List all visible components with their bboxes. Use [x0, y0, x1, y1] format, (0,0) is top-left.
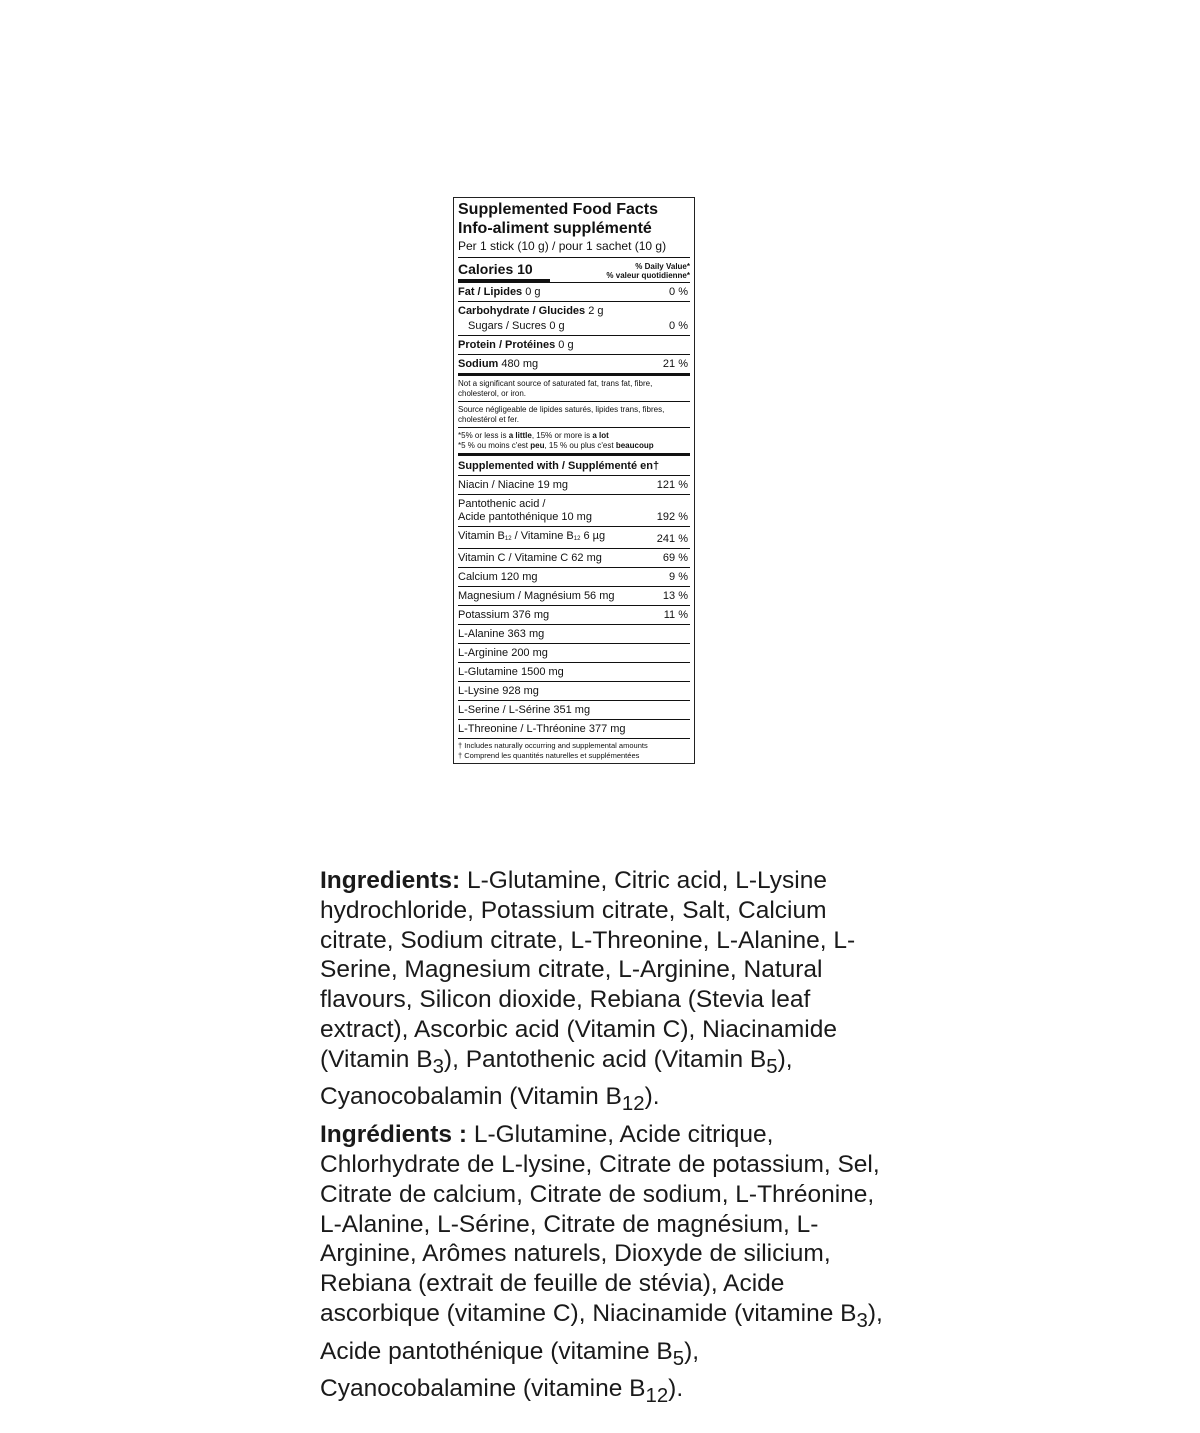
sodium-dv: 21 % [662, 358, 688, 370]
supplement-row: L-Serine / L-Sérine 351 mg [458, 700, 690, 719]
fat-name: Fat / Lipides [458, 286, 523, 298]
supplement-row: L-Glutamine 1500 mg [458, 662, 690, 681]
supplemented-with-heading: Supplemented with / Supplémenté en† [458, 453, 690, 475]
daily-value-header [606, 260, 690, 280]
ingredients-en: Ingredients: L-Glutamine, Citric acid, L-Lysine hydrochloride, Potassium citrate, Salt, Calcium citrate, Sodium citrate, L-Threonine, L-Alanine, L-Serine, Magnesium citrate, L-Arginine, Natural flavours, Silicon dioxide, Rebiana (Stevia leaf extract), Ascorbic acid (Vitamin C), Niacinamide (Vitamin $B_3$), Pantothenic acid (Vitamin $B_5$), Cyanocobalamin (Vitamin $B_{12}$). [320, 867, 856, 1116]
sugars-dv: 0 % [669, 320, 688, 332]
sodium-row [458, 354, 690, 376]
note-fr: Source négligeable de lipides saturés, lipides trans, fibres, cholestérol et fer. [458, 401, 690, 427]
dagger-footnote-fr: † Comprend les quantités naturelles et supplémentées [458, 751, 640, 760]
calories-row [458, 258, 690, 282]
ingredients-fr: Ingrédients : L-Glutamine, Acide citrique, Chlorhydrate de L-lysine, Citrate de potassium, Sel, Citrate de calcium, Citrate de sodium, L-Thréonine, L-Alanine, L-Sérine, Citrate de magnésium, L-Arginine, Arômes naturels, Dioxyde de silicium, Rebiana (extrait de feuille de stévia), Acide ascorbique (vitamine C), Niacinamide (vitamine $B_3$), Acide pantothénique (vitamine $B_5$), Cyanocobalamine (vitamine $B_{12}$). [320, 1121, 883, 1408]
ingredients-fr-heading: Ingrédients : [320, 1121, 468, 1149]
supplement-row: Niacin / Niacine 19 mg 121 % [458, 475, 690, 494]
supplement-row: Vitamin $B_{12}$ / Vitamine $B_{12}$ 6 µg 241 % [458, 526, 690, 548]
ingredients-block [320, 866, 900, 1412]
supplement-row: Pantothenic acid / Acide pantothénique 10 mg 192 % [458, 494, 690, 526]
protein-row [458, 335, 690, 354]
sugars-name: Sugars / Sucres 0 g [468, 320, 565, 332]
label-title-fr: Info-aliment supplémenté [458, 220, 652, 237]
supplement-row: L-Threonine / L-Thréonine 377 mg [458, 719, 690, 738]
supplement-row: Potassium 376 mg 11 % [458, 605, 690, 624]
carb-name: Carbohydrate / Glucides [458, 305, 586, 317]
dv-footnote-fr: *5 % ou moins c'est peu, 15 % ou plus c'est beaucoup [458, 441, 654, 450]
note-en: Not a significant source of saturated fat, trans fat, fibre, cholesterol, or iron. [458, 379, 653, 398]
label-title-en: Supplemented Food Facts [458, 201, 659, 218]
fat-amount: 0 g [525, 286, 541, 298]
dv-footnote-en: *5% or less is a little, 15% or more is a lot [458, 431, 609, 440]
sugars-row [458, 320, 690, 335]
carbohydrate-row [458, 301, 690, 320]
daily-value-en: % Daily Value* [635, 262, 690, 271]
dagger-footnote-en: † Includes naturally occurring and supplemental amounts [458, 741, 648, 750]
supplement-row: Vitamin C / Vitamine C 62 mg 69 % [458, 548, 690, 567]
dv-footnote [458, 427, 690, 453]
serving-size: Per 1 stick (10 g) / pour 1 sachet (10 g) [458, 238, 690, 258]
dagger-footnote [458, 738, 690, 761]
nutrition-facts-table [453, 197, 695, 764]
fat-row [458, 282, 690, 301]
ingredients-en-heading: Ingredients: [320, 867, 461, 894]
protein-amount: 0 g [558, 339, 574, 351]
supplement-row: L-Alanine 363 mg [458, 624, 690, 643]
fat-dv: 0 % [669, 286, 688, 298]
supplement-row: Magnesium / Magnésium 56 mg 13 % [458, 586, 690, 605]
sodium-amount: 480 mg [501, 358, 539, 370]
supplement-row: Calcium 120 mg 9 % [458, 567, 690, 586]
calories: Calories 10 [458, 260, 550, 282]
supplement-row: L-Lysine 928 mg [458, 681, 690, 700]
supplement-row: L-Arginine 200 mg [458, 643, 690, 662]
carb-amount: 2 g [588, 305, 604, 317]
daily-value-fr: % valeur quotidienne* [606, 271, 690, 280]
sodium-name: Sodium [458, 358, 499, 370]
protein-name: Protein / Protéines [458, 339, 556, 351]
